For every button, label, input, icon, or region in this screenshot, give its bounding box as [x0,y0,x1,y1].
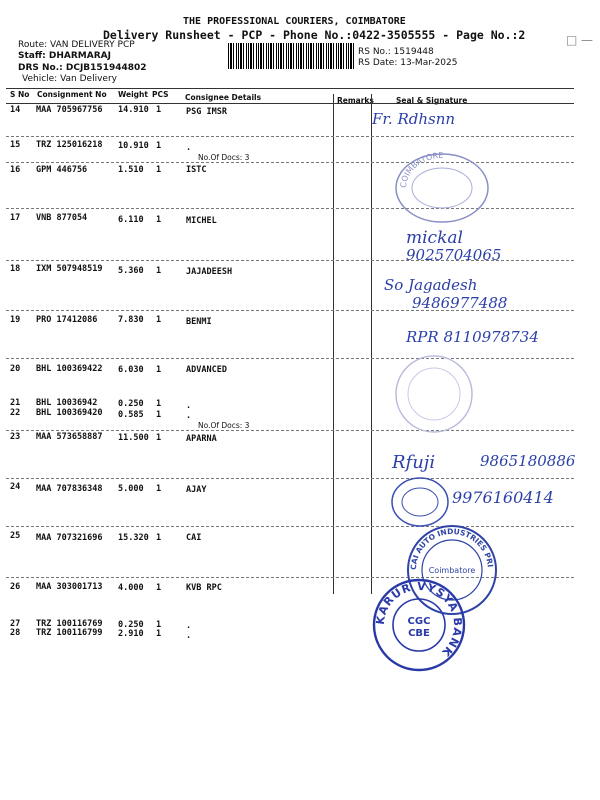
signature-row17-name: mickal [406,228,463,248]
ghost-mark: □ [566,33,578,47]
row-sno: 21 [10,398,21,408]
signature-row17-phone: 9025704065 [406,246,502,264]
row-sno: 25 [10,531,21,541]
row-pcs: 1 [156,165,162,175]
row-pcs: 1 [156,410,162,420]
row-weight: 6.030 [118,365,144,375]
row-consignee: AJAY [186,485,207,495]
row-sno: 24 [10,482,21,492]
row-weight: 0.585 [118,410,144,420]
row-pcs: 1 [156,433,162,443]
row-consignment: TRZ 100116769 [36,619,103,629]
drs-number: DRS No.: DCJB151944802 [18,63,147,73]
rs-number: RS No.: 1519448 [358,47,434,57]
row-sno: 22 [10,408,21,418]
row-weight: 7.830 [118,315,144,325]
signature-row23-phone: 9865180886 [480,452,576,470]
istc-stamp [388,148,494,224]
row-pcs: 1 [156,484,162,494]
kvb-stamp-inner-bottom: CBE [408,628,430,639]
row-consignment: MAA 303001713 [36,582,103,592]
row-weight: 10.910 [118,141,149,151]
row-weight: 1.510 [118,165,144,175]
row-weight: 14.910 [118,105,149,115]
row-docs-note: No.Of Docs: 3 [198,153,250,162]
row-weight: 5.360 [118,266,144,276]
row-sno: 18 [10,264,21,274]
row-pcs: 1 [156,533,162,543]
signature-row18-name: So Jagadesh [384,276,478,294]
row-consignee: . [186,143,192,153]
row-consignee: . [186,401,192,411]
signature-row24-phone: 9976160414 [452,488,554,507]
row-docs-note: No.Of Docs: 3 [198,421,250,430]
row-consignee: ISTC [186,165,207,175]
row-consignee: . [186,621,192,631]
row-pcs: 1 [156,105,162,115]
row-consignee: KVB RPC [186,583,222,593]
row-consignee: MICHEL [186,216,217,226]
istc-stamp-text: COIMBATORE [398,150,444,189]
row-sno: 20 [10,364,21,374]
row-consignment: BHL 100369422 [36,364,103,374]
row-pcs: 1 [156,141,162,151]
row-sno: 27 [10,619,21,629]
signature-row14: Fr. Rdhsnn [372,110,456,128]
kvb-stamp-inner-top: CGC [407,616,431,627]
row-weight: 11.500 [118,433,149,443]
ghost-dash-mark: — [581,33,593,47]
col-consignee: Consignee Details [185,93,262,102]
row-consignment: VNB 877054 [36,213,88,223]
row-pcs: 1 [156,629,162,639]
row-sno: 26 [10,582,21,592]
staff-label: Staff: DHARMARAJ [18,51,111,61]
route-label: Route: VAN DELIVERY PCP [18,40,135,50]
row-pcs: 1 [156,620,162,630]
row-sno: 14 [10,105,21,115]
signature-row19: RPR 8110978734 [406,328,539,346]
row-sno: 16 [10,165,21,175]
row-sno: 15 [10,140,21,150]
row-consignment: IXM 507948519 [36,264,103,274]
row-weight: 5.000 [118,484,144,494]
row-consignment: BHL 10036942 [36,398,98,408]
col-sno: S No [10,90,30,99]
row-consignee: BENMI [186,317,212,327]
row-consignment: MAA 707321696 [36,533,103,543]
row-sno: 23 [10,432,21,442]
row-pcs: 1 [156,315,162,325]
company-name: THE PROFESSIONAL COURIERS, COIMBATORE [183,16,406,27]
row-divider [6,430,574,431]
row-consignment: GPM 446756 [36,165,88,175]
row-consignee: ADVANCED [186,365,227,375]
row-pcs: 1 [156,266,162,276]
row-consignment: MAA 573658887 [36,432,103,442]
rs-date: RS Date: 13-Mar-2025 [358,58,458,68]
col-weight: Weight [118,90,148,99]
runsheet-title: Delivery Runsheet - PCP - Phone No.:0422-3505555 - Page No.:2 [103,28,526,42]
kvb-stamp-outer-text: KARUR VYSYA BANK [373,579,465,660]
row-consignment: BHL 100369420 [36,408,103,418]
row-consignment: MAA 707836348 [36,484,103,494]
table-top-rule [6,88,574,89]
vehicle-label: Vehicle: Van Delivery [22,74,117,84]
row-sno: 28 [10,628,21,638]
col-remarks: Remarks [337,96,374,105]
cai-stamp-inner-text: Coimbatore [428,566,476,575]
remarks-left-rule [333,94,334,594]
row-consignment: PRO 17412086 [36,315,98,325]
col-pcs: PCS [152,90,169,99]
row-divider [6,136,574,137]
row-consignee: CAI [186,533,202,543]
row-consignment: TRZ 125016218 [36,140,103,150]
kvb-stamp [372,578,466,672]
row-consignee: JAJADEESH [186,267,233,277]
row-sno: 19 [10,315,21,325]
row-sno: 17 [10,213,21,223]
row-divider [6,358,574,359]
row-weight: 2.910 [118,629,144,639]
row-weight: 6.110 [118,215,144,225]
row-divider [6,478,574,479]
barcode [228,43,354,69]
row-consignee: APARNA [186,434,217,444]
cai-stamp-outer-text: CAI AUTO INDUSTRIES PRIVATE LIMITED [400,515,495,571]
remarks-right-rule [371,94,372,594]
col-seal-signature: Seal & Signature [396,96,468,105]
row-consignment: TRZ 100116799 [36,628,103,638]
row-consignee: . [186,411,192,421]
row-weight: 0.250 [118,620,144,630]
row-pcs: 1 [156,583,162,593]
row-consignee: PSG IMSR [186,107,227,117]
row-pcs: 1 [156,365,162,375]
row-consignee: . [186,631,192,641]
faint-seal [392,352,476,436]
row-pcs: 1 [156,215,162,225]
row-weight: 0.250 [118,399,144,409]
col-consignment: Consignment No [37,90,107,99]
header-bottom-rule [6,103,574,104]
signature-row23-name: Rfuji [392,452,436,473]
row-weight: 4.000 [118,583,144,593]
row-pcs: 1 [156,399,162,409]
row-consignment: MAA 705967756 [36,105,103,115]
signature-row18-phone: 9486977488 [412,294,508,312]
row-weight: 15.320 [118,533,149,543]
